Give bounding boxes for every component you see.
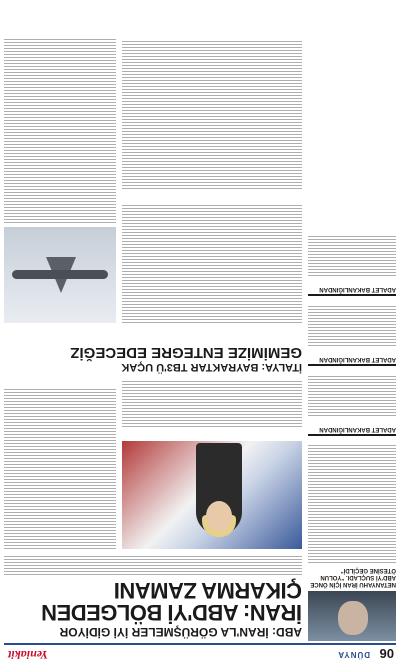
announcement-block	[308, 372, 396, 436]
main-article-text-continued	[122, 381, 302, 427]
announcements	[308, 226, 396, 436]
main-headline	[4, 579, 302, 623]
announcement-text	[308, 236, 396, 276]
brand-logo: Yeniakit	[8, 648, 49, 662]
main-column	[4, 6, 302, 641]
second-headline	[4, 327, 302, 373]
second-article-text	[122, 203, 302, 323]
second-title: GEMİMİZE ENTEGRE EDECEĞİZ	[70, 344, 302, 361]
announcement-text	[308, 376, 396, 416]
speaker-photo	[122, 441, 302, 549]
main-headline-line: İRAN: ABD'Yİ BÖLGEDEN	[41, 600, 302, 625]
announcement-block	[308, 232, 396, 296]
section-label: DÜNYA	[337, 650, 370, 659]
announcement-title: ADALET BAKANLIĞINDAN	[319, 356, 396, 362]
main-article-text	[4, 389, 116, 549]
left-article-text	[308, 443, 396, 563]
left-column	[308, 6, 396, 641]
main-spot-text	[4, 555, 302, 575]
page-number: 06	[379, 646, 394, 661]
main-kicker: ABD: İRAN'LA GÖRÜŞMELER İYİ GİDİYOR	[59, 625, 302, 639]
announcement-title: ADALET BAKANLIĞINDAN	[319, 286, 396, 292]
second-kicker: İTALYA: BAYRAKTAR TB3'Ü UÇAK	[121, 361, 302, 373]
left-headline: NETANYAHU İRAN İÇİN ÖNCE ABD'Yİ SUÇLADI. "YOLUN ÖTESİNE GEÇİLDİ"	[310, 567, 396, 587]
second-article-sidebar-text	[4, 39, 116, 223]
portrait-photo	[308, 591, 396, 641]
header-rule	[4, 643, 396, 645]
aircraft-photo	[4, 227, 116, 323]
announcement-text	[308, 306, 396, 346]
announcement-block	[308, 302, 396, 366]
main-headline-line: ÇIKARMA ZAMANI	[114, 578, 302, 603]
announcement-title: ADALET BAKANLIĞINDAN	[319, 426, 396, 432]
second-article-text-continued	[122, 39, 302, 189]
